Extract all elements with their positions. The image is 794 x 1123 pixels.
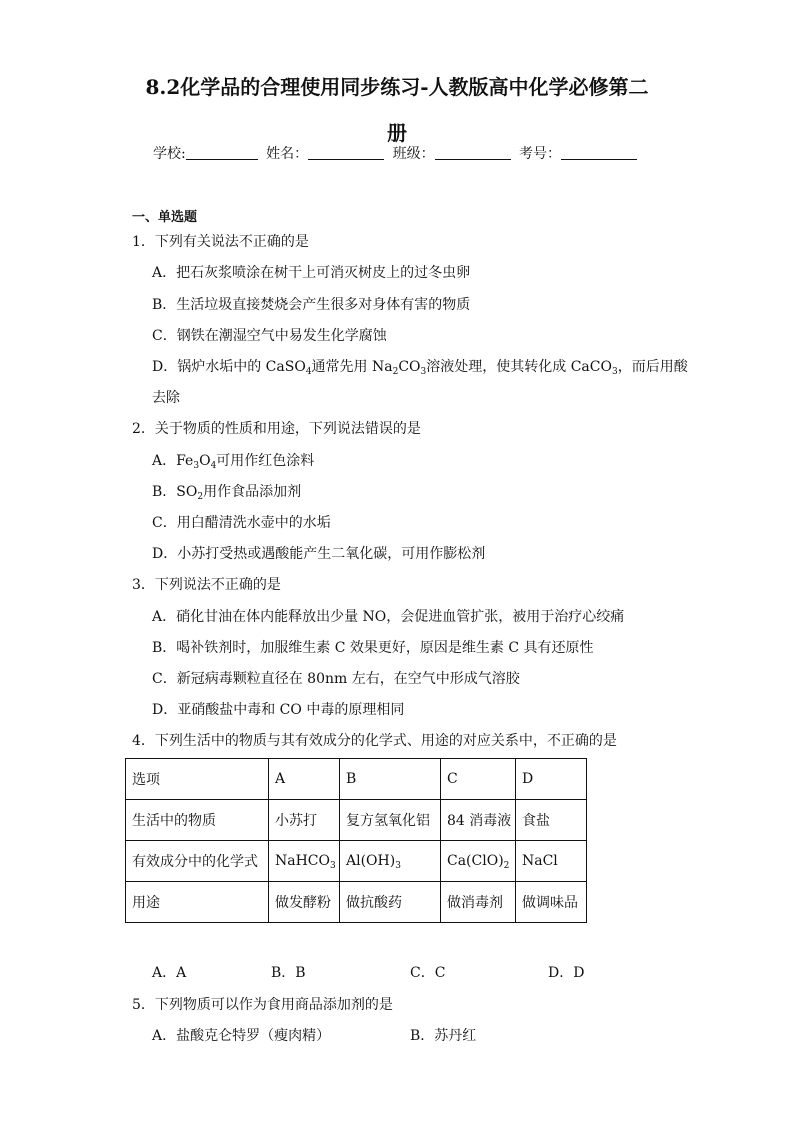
q4-stem: 4．下列生活中的物质与其有效成分的化学式、用途的对应关系中，不正确的是	[132, 733, 617, 749]
q1-d-sub-1: 4	[305, 367, 312, 377]
table-row	[126, 759, 587, 800]
q1-option-d-continued: 去除	[152, 390, 180, 406]
q2-a-sub-1: 3	[193, 461, 200, 471]
table-cell: 食盐	[516, 800, 587, 841]
q2-a-sub-2: 4	[210, 461, 217, 471]
table-cell: D	[516, 759, 587, 800]
q1-d-text-2: 通常先用 Na	[311, 359, 393, 375]
table-cell: A	[269, 759, 340, 800]
number-label: 考号：	[519, 146, 562, 162]
class-label: 班级：	[392, 146, 435, 162]
q2-a-text-3: 可用作红色涂料	[216, 453, 315, 469]
q2-a-text-2: O	[199, 453, 211, 469]
q3-option-a: A．硝化甘油在体内能释放出少量 NO，会促进血管扩张，被用于治疗心绞痛	[152, 609, 625, 625]
school-label: 学校:	[152, 146, 186, 162]
q2-a-text-1: A．Fe	[152, 453, 194, 469]
name-label: 姓名：	[266, 146, 309, 162]
school-blank[interactable]	[186, 145, 258, 160]
table-cell: 小苏打	[269, 800, 340, 841]
table-cell	[441, 841, 516, 882]
q2-option-d: D．小苏打受热或遇酸能产生二氧化碳，可用作膨松剂	[152, 546, 486, 562]
table-cell: 做消毒剂	[441, 882, 516, 923]
q2-stem: 2．关于物质的性质和用途，下列说法错误的是	[132, 421, 421, 437]
q3-option-c: C．新冠病毒颗粒直径在 80nm 左右，在空气中形成气溶胶	[152, 671, 520, 687]
table-cell: 做发酵粉	[269, 882, 340, 923]
q4-option-b: B．B	[271, 965, 306, 981]
table-cell: 生活中的物质	[126, 800, 269, 841]
formula-nahco3: NaHCO	[275, 853, 330, 869]
table-cell	[269, 841, 340, 882]
class-blank[interactable]	[435, 145, 511, 160]
table-cell: 做调味品	[516, 882, 587, 923]
name-blank[interactable]	[308, 145, 384, 160]
q1-stem: 1．下列有关说法不正确的是	[132, 234, 309, 250]
formula-aloh3: Al(OH)	[346, 853, 396, 869]
title-line-1: 8.2化学品的合理使用同步练习-人教版高中化学必修第二	[145, 75, 649, 99]
q5-option-b: B．苏丹红	[410, 1028, 477, 1044]
table-cell: 用途	[126, 882, 269, 923]
q1-option-b: B．生活垃圾直接焚烧会产生很多对身体有害的物质	[152, 297, 471, 313]
q1-option-a: A．把石灰浆喷涂在树干上可消灭树皮上的过冬虫卵	[152, 265, 471, 281]
q1-d-sub-4: 3	[611, 367, 618, 377]
q4-option-a: A．A	[152, 965, 187, 981]
table-cell: NaCl	[516, 841, 587, 882]
document-title	[0, 64, 794, 156]
q1-d-sub-3: 3	[420, 367, 427, 377]
q1-d-text-4: 溶液处理，使其转化成 CaCO	[426, 359, 612, 375]
title-line-2: 册	[387, 121, 407, 145]
table-row	[126, 800, 587, 841]
q1-d-text-3: CO	[398, 359, 421, 375]
q5-option-a: A．盐酸克仑特罗（瘦肉精）	[152, 1028, 331, 1044]
section-heading: 一、单选题	[132, 210, 198, 225]
q3-option-d: D．亚硝酸盐中毒和 CO 中毒的原理相同	[152, 702, 405, 718]
number-blank[interactable]	[561, 145, 637, 160]
q4-option-d: D．D	[548, 965, 585, 981]
q5-stem: 5．下列物质可以作为食用商品添加剂的是	[132, 997, 393, 1013]
formula-sub: 2	[503, 861, 510, 871]
q1-d-sub-2: 2	[392, 367, 399, 377]
q3-stem: 3．下列说法不正确的是	[132, 577, 281, 593]
q1-d-text-5: ，而后用酸	[617, 359, 688, 375]
q2-b-text-2: 用作食品添加剂	[203, 484, 302, 500]
table-cell: 84 消毒液	[441, 800, 516, 841]
table-cell: 选项	[126, 759, 269, 800]
q1-option-c: C．钢铁在潮湿空气中易发生化学腐蚀	[152, 328, 387, 344]
table-cell: B	[340, 759, 441, 800]
q1-d-text-1: D．锅炉水垢中的 CaSO	[152, 359, 306, 375]
table-cell: 复方氢氧化铝	[340, 800, 441, 841]
student-info-row	[0, 144, 794, 164]
table-cell	[340, 841, 441, 882]
q4-table	[125, 758, 587, 923]
formula-caclo2: Ca(ClO)	[447, 853, 504, 869]
table-cell: 做抗酸药	[340, 882, 441, 923]
table-row	[126, 882, 587, 923]
q1-option-d	[152, 357, 688, 377]
formula-sub: 3	[395, 861, 401, 871]
q2-option-a	[152, 451, 314, 471]
q3-option-b: B．喝补铁剂时，加服维生素 C 效果更好，原因是维生素 C 具有还原性	[152, 640, 594, 656]
q2-option-c: C．用白醋清洗水壶中的水垢	[152, 515, 331, 531]
table-row	[126, 841, 587, 882]
q4-option-c: C．C	[410, 965, 446, 981]
table-cell: C	[441, 759, 516, 800]
q2-option-b	[152, 482, 301, 502]
q2-b-text-1: B．SO	[152, 484, 198, 500]
q2-b-sub-1: 2	[197, 492, 204, 502]
formula-sub: 3	[330, 861, 336, 871]
table-cell: 有效成分中的化学式	[126, 841, 269, 882]
